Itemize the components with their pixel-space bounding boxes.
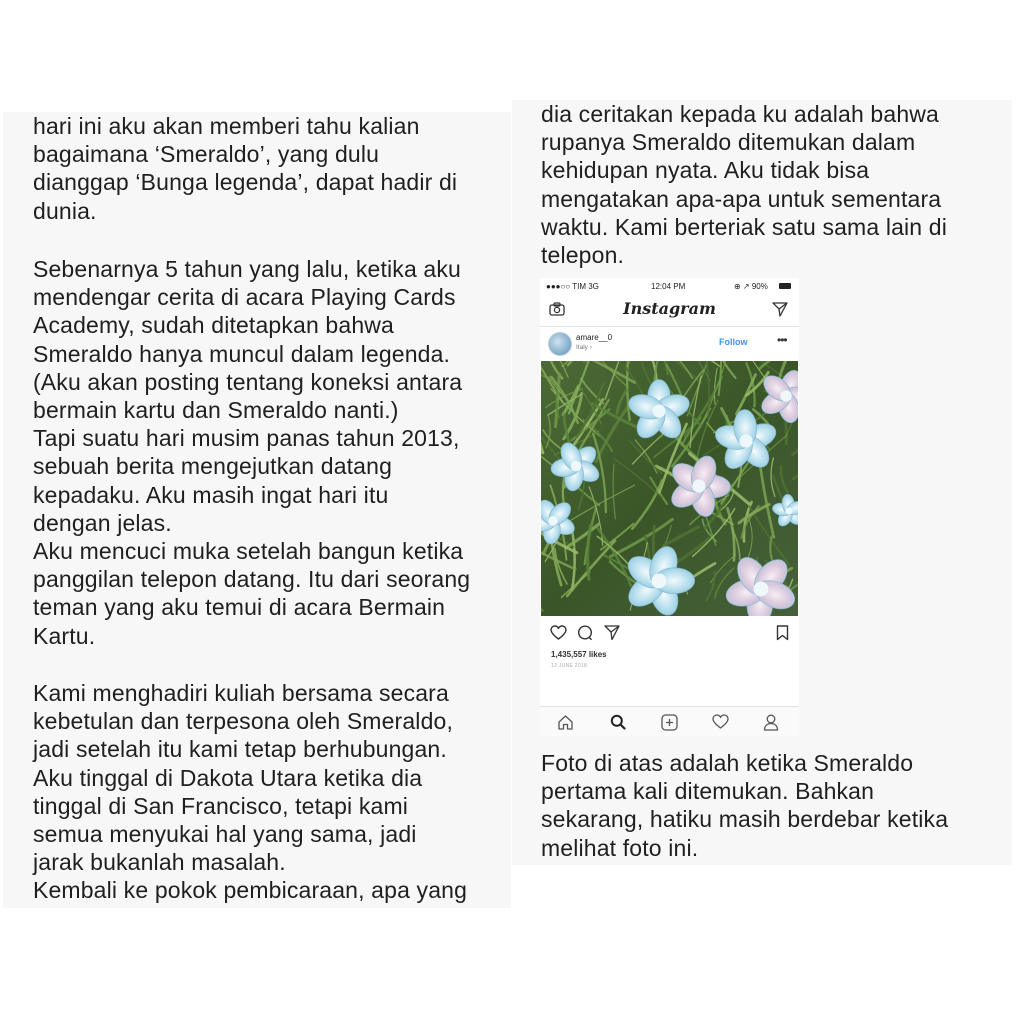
text-line: Kami menghadiri kuliah bersama secara (33, 680, 449, 706)
text-line: kepadaku. Aku masih ingat hari itu (33, 481, 389, 508)
app-header (540, 294, 799, 327)
search-icon[interactable] (610, 714, 626, 730)
instagram-logo: Instagram (623, 299, 716, 318)
bookmark-icon[interactable] (776, 625, 789, 641)
follow-button[interactable]: Follow (719, 337, 748, 347)
avatar[interactable] (548, 332, 572, 356)
text-line: sekarang, hatiku masih berdebar ketika (541, 806, 949, 833)
text-line: mengatakan apa-apa untuk sementara (541, 185, 942, 212)
activity-icon[interactable] (712, 714, 729, 730)
heart-icon[interactable] (550, 625, 567, 641)
more-options-icon[interactable]: ••• (777, 333, 787, 347)
add-icon[interactable] (661, 714, 678, 731)
text-line: Aku tinggal di Dakota Utara ketika dia (33, 764, 423, 791)
text-line: melihat foto ini. (541, 834, 699, 861)
text-line: kehidupan nyata. Aku tidak bisa (541, 157, 870, 184)
text-line: Tapi suatu hari musim panas tahun 2013, (33, 425, 460, 452)
text-line: Sebenarnya 5 tahun yang lalu, ketika aku (33, 256, 461, 282)
text-line: Academy, sudah ditetapkan bahwa (33, 312, 394, 339)
text-line: dengan jelas. (33, 509, 172, 536)
paragraph-4 (541, 100, 947, 269)
paragraph-1 (33, 112, 457, 225)
profile-icon[interactable] (763, 714, 779, 731)
text-line: mendengar cerita di acara Playing Cards (33, 284, 456, 311)
post-date: 12 JUNE 2018 (551, 663, 588, 669)
text-line: Kartu. (33, 622, 96, 649)
like-count[interactable]: 1,435,557 likes (551, 650, 607, 659)
text-line: bermain kartu dan Smeraldo nanti.) (33, 397, 399, 424)
text-line: sebuah berita mengejutkan datang (33, 453, 393, 480)
text-line: jadi setelah itu kami tetap berhubungan. (33, 736, 447, 763)
carrier-label: ●●●○○ TIM 3G (546, 282, 599, 291)
text-line: rupanya Smeraldo ditemukan dalam (541, 129, 916, 156)
text-line: Foto di atas adalah ketika Smeraldo (541, 750, 914, 776)
text-line: Aku mencuci muka setelah bangun ketika (33, 538, 464, 565)
location[interactable]: Italy › (576, 344, 592, 351)
text-line: (Aku akan posting tentang koneksi antara (33, 368, 463, 395)
left-text-panel (3, 112, 511, 908)
home-icon[interactable] (557, 714, 574, 730)
paragraph-2 (33, 255, 470, 650)
text-line: teman yang aku temui di acara Bermain (33, 594, 446, 621)
comment-icon[interactable] (577, 625, 593, 641)
text-line: hari ini aku akan memberi tahu kalian (33, 113, 420, 139)
text-line: kebetulan dan terpesona oleh Smeraldo, (33, 708, 453, 735)
battery-label: ⊕ ↗ 90% (734, 282, 768, 291)
text-line: semua menyukai hal yang sama, jadi (33, 821, 417, 848)
text-line: dia ceritakan kepada ku adalah bahwa (541, 101, 939, 127)
text-line: telepon. (541, 242, 625, 269)
post-photo (541, 361, 798, 616)
text-line: Kembali ke pokok pembicaraan, apa yang (33, 877, 468, 904)
clock: 12:04 PM (651, 282, 686, 291)
share-icon[interactable] (604, 625, 620, 641)
battery-icon (779, 283, 791, 289)
instagram-screenshot (540, 278, 799, 736)
send-icon[interactable] (772, 302, 788, 317)
text-line: Smeraldo hanya muncul dalam legenda. (33, 340, 451, 367)
text-line: panggilan telepon datang. Itu dari seorang (33, 566, 471, 593)
text-line: tinggal di San Francisco, tetapi kami (33, 792, 409, 819)
text-line: waktu. Kami berteriak satu sama lain di (541, 213, 947, 240)
text-line: dunia. (33, 197, 97, 224)
text-line: jarak bukanlah masalah. (33, 849, 286, 876)
text-line: bagaimana ‘Smeraldo’, yang dulu (33, 141, 380, 168)
text-line: pertama kali ditemukan. Bahkan (541, 778, 875, 805)
post-header (540, 327, 799, 359)
post-actions (540, 620, 799, 648)
username[interactable]: amare__0 (576, 333, 613, 342)
bottom-tab-bar (540, 706, 799, 736)
status-bar (540, 278, 799, 294)
photo-caption (541, 749, 948, 862)
text-line: dianggap ‘Bunga legenda’, dapat hadir di (33, 169, 458, 196)
paragraph-3 (33, 679, 467, 905)
